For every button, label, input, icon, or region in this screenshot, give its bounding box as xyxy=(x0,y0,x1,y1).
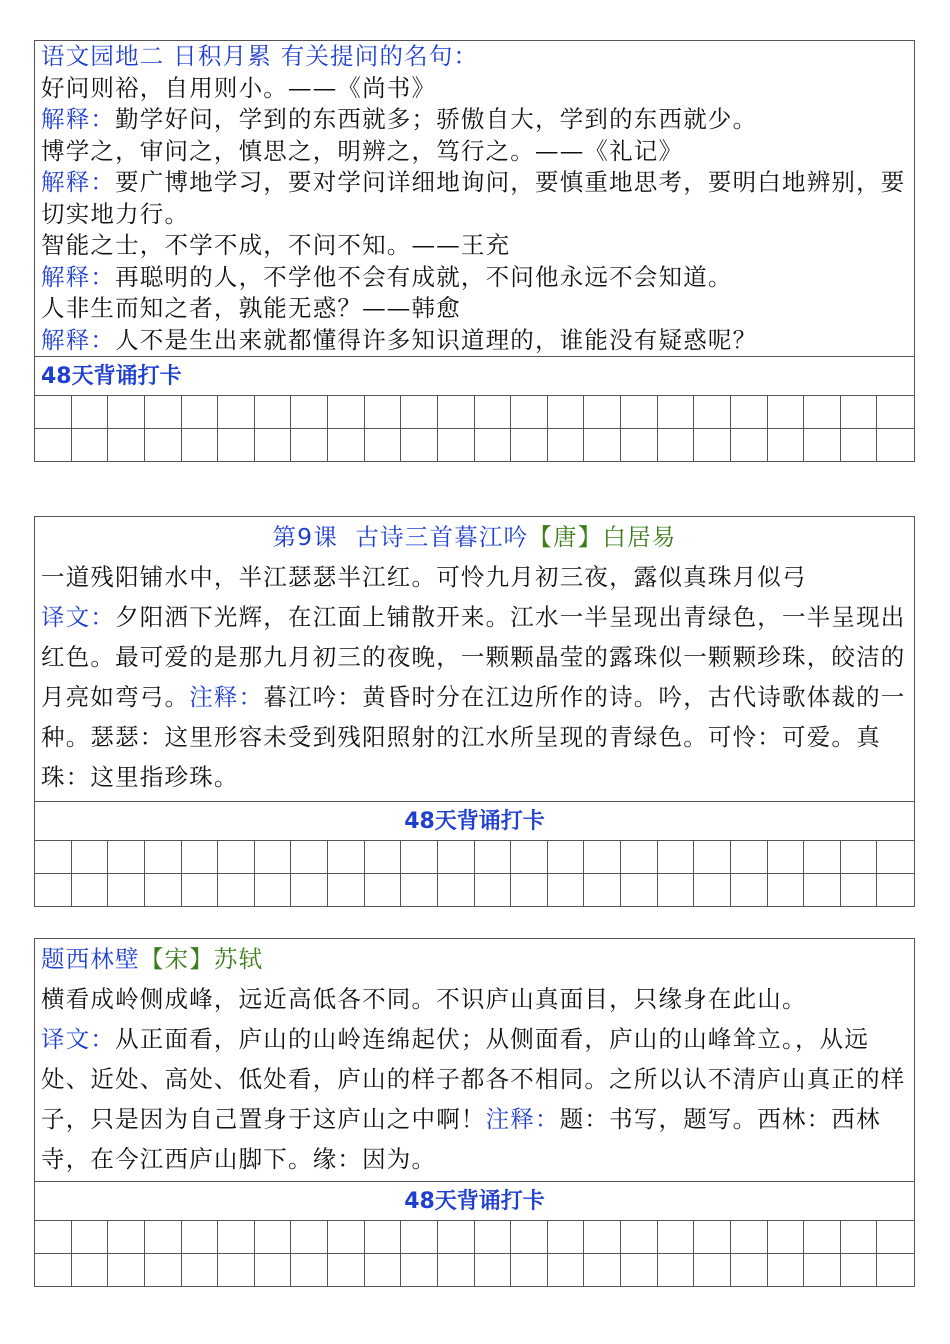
checkin-cell[interactable] xyxy=(621,873,658,906)
checkin-cell[interactable] xyxy=(218,840,255,873)
checkin-cell[interactable] xyxy=(584,1253,621,1286)
checkin-cell[interactable] xyxy=(255,395,292,428)
checkin-cell[interactable] xyxy=(438,428,475,461)
checkin-cell[interactable] xyxy=(475,1253,512,1286)
checkin-cell[interactable] xyxy=(694,840,731,873)
checkin-cell[interactable] xyxy=(694,873,731,906)
checkin-cell[interactable] xyxy=(72,428,109,461)
checkin-cell[interactable] xyxy=(145,395,182,428)
translation-label: 译文： xyxy=(41,1025,116,1053)
saying-1: 好问则裕，自用则小。——《尚书》 xyxy=(41,73,437,102)
checkin-cell[interactable] xyxy=(328,840,365,873)
checkin-cell[interactable] xyxy=(218,428,255,461)
checkin-cell[interactable] xyxy=(401,1220,438,1253)
checkin-cell[interactable] xyxy=(621,840,658,873)
checkin-cell[interactable] xyxy=(328,428,365,461)
checkin-cell[interactable] xyxy=(804,873,841,906)
checkin-grid[interactable] xyxy=(35,395,914,461)
checkin-cell[interactable] xyxy=(108,395,145,428)
checkin-cell[interactable] xyxy=(841,428,878,461)
poem-author: 【宋】苏轼 xyxy=(139,945,264,973)
checkin-cell[interactable] xyxy=(841,1253,878,1286)
checkin-cell[interactable] xyxy=(291,428,328,461)
poem-body: 横看成岭侧成峰，远近高低各不同。不识庐山真面目，只缘身在此山。 xyxy=(41,985,807,1013)
poem-title xyxy=(41,939,908,979)
checkin-cell[interactable] xyxy=(365,428,402,461)
checkin-cell[interactable] xyxy=(731,1253,768,1286)
checkin-cell[interactable] xyxy=(108,428,145,461)
lesson-number: 第9课 xyxy=(272,523,339,551)
checkin-cell[interactable] xyxy=(72,840,109,873)
checkin-cell[interactable] xyxy=(291,395,328,428)
checkin-cell[interactable] xyxy=(438,1253,475,1286)
checkin-cell[interactable] xyxy=(548,395,585,428)
poem-text xyxy=(35,517,914,801)
checkin-cell[interactable] xyxy=(877,395,914,428)
poem-translation: 译文：夕阳洒下光辉，在江面上铺散开来。江水一半呈现出青绿色，一半呈现出红色。最可爱的是那九月初三的夜晚，一颗颗晶莹的露珠似一颗颗珍珠，皎洁的月亮如弯弓。注释：暮江吟：黄昏时分在江边所作的诗。吟，古代诗歌体裁的一种。瑟瑟：这里形容未受到残阳照射的江水所呈现的青绿色。可怜：可爱。真珠：这里指珍珠。 xyxy=(41,603,906,791)
checkin-cell[interactable] xyxy=(584,873,621,906)
checkin-cell[interactable] xyxy=(108,1220,145,1253)
checkin-cell[interactable] xyxy=(768,840,805,873)
checkin-cell[interactable] xyxy=(475,428,512,461)
checkin-cell[interactable] xyxy=(511,1220,548,1253)
checkin-cell[interactable] xyxy=(804,1220,841,1253)
checkin-cell[interactable] xyxy=(511,428,548,461)
checkin-cell[interactable] xyxy=(401,1253,438,1286)
checkin-cell[interactable] xyxy=(694,428,731,461)
checkin-cell[interactable] xyxy=(694,1253,731,1286)
checkin-cell[interactable] xyxy=(475,873,512,906)
checkin-cell[interactable] xyxy=(804,395,841,428)
checkin-cell[interactable] xyxy=(841,1220,878,1253)
checkin-cell[interactable] xyxy=(438,395,475,428)
section-sayings xyxy=(34,40,915,462)
poem-body: 一道残阳铺水中，半江瑟瑟半江红。可怜九月初三夜，露似真珠月似弓 xyxy=(41,563,807,591)
checkin-cell[interactable] xyxy=(72,395,109,428)
explain-label: 解释： xyxy=(41,262,116,291)
checkin-cell[interactable] xyxy=(291,873,328,906)
poem-title xyxy=(41,517,908,557)
checkin-cell[interactable] xyxy=(768,873,805,906)
checkin-cell[interactable] xyxy=(145,840,182,873)
checkin-cell[interactable] xyxy=(475,840,512,873)
poem-text xyxy=(35,939,914,1181)
checkin-cell[interactable] xyxy=(621,1253,658,1286)
saying-3: 智能之士，不学不成，不问不知。——王充 xyxy=(41,231,511,259)
checkin-cell[interactable] xyxy=(731,840,768,873)
checkin-cell[interactable] xyxy=(584,840,621,873)
checkin-cell[interactable] xyxy=(218,1220,255,1253)
checkin-cell[interactable] xyxy=(731,428,768,461)
poem-name: 题西林壁 xyxy=(41,945,140,973)
checkin-title: 48天背诵打卡 xyxy=(35,356,914,395)
checkin-cell[interactable] xyxy=(438,873,475,906)
checkin-cell[interactable] xyxy=(72,873,109,906)
checkin-cell[interactable] xyxy=(401,395,438,428)
checkin-grid[interactable] xyxy=(35,840,914,906)
checkin-cell[interactable] xyxy=(255,1220,292,1253)
checkin-cell[interactable] xyxy=(218,1253,255,1286)
checkin-grid[interactable] xyxy=(35,1220,914,1286)
checkin-cell[interactable] xyxy=(328,873,365,906)
checkin-cell[interactable] xyxy=(108,1253,145,1286)
checkin-cell[interactable] xyxy=(584,395,621,428)
checkin-cell[interactable] xyxy=(72,1220,109,1253)
checkin-cell[interactable] xyxy=(255,840,292,873)
explain-2: 解释：要广博地学习，要对学问详细地询问，要慎重地思考，要明白地辨别，要切实地力行。 xyxy=(41,168,906,228)
checkin-cell[interactable] xyxy=(401,873,438,906)
checkin-cell[interactable] xyxy=(291,840,328,873)
checkin-cell[interactable] xyxy=(511,840,548,873)
checkin-cell[interactable] xyxy=(658,873,695,906)
checkin-cell[interactable] xyxy=(145,1253,182,1286)
checkin-cell[interactable] xyxy=(548,840,585,873)
checkin-cell[interactable] xyxy=(658,1220,695,1253)
checkin-title: 48天背诵打卡 xyxy=(35,1181,914,1220)
translation-label: 译文： xyxy=(41,603,116,631)
checkin-cell[interactable] xyxy=(877,840,914,873)
checkin-cell[interactable] xyxy=(841,395,878,428)
checkin-cell[interactable] xyxy=(328,1220,365,1253)
explain-label: 解释： xyxy=(41,325,116,354)
checkin-cell[interactable] xyxy=(401,840,438,873)
checkin-cell[interactable] xyxy=(438,840,475,873)
section-poem-tixilinbi xyxy=(34,938,915,1287)
checkin-cell[interactable] xyxy=(182,428,219,461)
poem-author: 【唐】白居易 xyxy=(528,523,677,551)
checkin-cell[interactable] xyxy=(658,395,695,428)
note-label: 注释： xyxy=(485,1105,560,1133)
checkin-cell[interactable] xyxy=(658,428,695,461)
checkin-cell[interactable] xyxy=(145,428,182,461)
note-label: 注释： xyxy=(189,683,264,711)
checkin-cell[interactable] xyxy=(291,1253,328,1286)
checkin-cell[interactable] xyxy=(108,873,145,906)
checkin-cell[interactable] xyxy=(35,1220,72,1253)
checkin-cell[interactable] xyxy=(475,395,512,428)
checkin-cell[interactable] xyxy=(145,1220,182,1253)
checkin-cell[interactable] xyxy=(621,428,658,461)
checkin-cell[interactable] xyxy=(804,840,841,873)
checkin-cell[interactable] xyxy=(731,395,768,428)
explain-label: 解释： xyxy=(41,168,116,196)
checkin-cell[interactable] xyxy=(804,1253,841,1286)
checkin-cell[interactable] xyxy=(145,873,182,906)
section-poem-mujiangyin xyxy=(34,516,915,907)
checkin-cell[interactable] xyxy=(182,840,219,873)
checkin-cell[interactable] xyxy=(658,840,695,873)
sayings-text xyxy=(35,41,914,356)
checkin-cell[interactable] xyxy=(584,1220,621,1253)
checkin-cell[interactable] xyxy=(72,1253,109,1286)
checkin-cell[interactable] xyxy=(548,428,585,461)
checkin-cell[interactable] xyxy=(218,873,255,906)
checkin-cell[interactable] xyxy=(841,840,878,873)
checkin-cell[interactable] xyxy=(182,1220,219,1253)
checkin-cell[interactable] xyxy=(731,873,768,906)
explain-1: 解释：勤学好问，学到的东西就多；骄傲自大，学到的东西就少。 xyxy=(41,105,758,133)
checkin-cell[interactable] xyxy=(841,873,878,906)
checkin-cell[interactable] xyxy=(182,395,219,428)
checkin-title: 48天背诵打卡 xyxy=(35,801,914,840)
checkin-cell[interactable] xyxy=(255,1253,292,1286)
checkin-cell[interactable] xyxy=(365,840,402,873)
checkin-cell[interactable] xyxy=(584,428,621,461)
checkin-cell[interactable] xyxy=(218,395,255,428)
checkin-cell[interactable] xyxy=(658,1253,695,1286)
checkin-cell[interactable] xyxy=(877,1253,914,1286)
checkin-cell[interactable] xyxy=(35,873,72,906)
checkin-cell[interactable] xyxy=(511,395,548,428)
checkin-cell[interactable] xyxy=(35,840,72,873)
explain-label: 解释： xyxy=(41,105,116,133)
checkin-cell[interactable] xyxy=(438,1220,475,1253)
checkin-cell[interactable] xyxy=(511,873,548,906)
checkin-cell[interactable] xyxy=(548,1253,585,1286)
checkin-cell[interactable] xyxy=(401,428,438,461)
checkin-cell[interactable] xyxy=(511,1253,548,1286)
checkin-cell[interactable] xyxy=(768,1253,805,1286)
checkin-cell[interactable] xyxy=(475,1220,512,1253)
checkin-cell[interactable] xyxy=(365,1220,402,1253)
checkin-cell[interactable] xyxy=(182,1253,219,1286)
checkin-cell[interactable] xyxy=(365,395,402,428)
poem-translation: 译文：从正面看，庐山的山岭连绵起伏；从侧面看，庐山的山峰耸立。，从远处、近处、高处、低处看，庐山的样子都各不相同。之所以认不清庐山真正的样子，只是因为自己置身于这庐山之中啊！注释：题：书写，题写。西林：西林寺，在今江西庐山脚下。缘：因为。 xyxy=(41,1025,906,1173)
checkin-cell[interactable] xyxy=(768,428,805,461)
checkin-cell[interactable] xyxy=(768,395,805,428)
checkin-cell[interactable] xyxy=(182,873,219,906)
checkin-cell[interactable] xyxy=(621,1220,658,1253)
checkin-cell[interactable] xyxy=(328,395,365,428)
checkin-cell[interactable] xyxy=(255,873,292,906)
saying-2: 博学之，审问之，慎思之，明辨之，笃行之。——《礼记》 xyxy=(41,136,684,165)
checkin-cell[interactable] xyxy=(35,395,72,428)
checkin-cell[interactable] xyxy=(365,873,402,906)
checkin-cell[interactable] xyxy=(621,395,658,428)
checkin-cell[interactable] xyxy=(694,1220,731,1253)
checkin-cell[interactable] xyxy=(365,1253,402,1286)
checkin-cell[interactable] xyxy=(328,1253,365,1286)
checkin-cell[interactable] xyxy=(877,1220,914,1253)
checkin-cell[interactable] xyxy=(548,873,585,906)
checkin-cell[interactable] xyxy=(35,428,72,461)
explain-3: 解释：再聪明的人，不学他不会有成就，不问他永远不会知道。 xyxy=(41,262,733,291)
checkin-cell[interactable] xyxy=(108,840,145,873)
checkin-cell[interactable] xyxy=(694,395,731,428)
checkin-cell[interactable] xyxy=(291,1220,328,1253)
checkin-cell[interactable] xyxy=(877,428,914,461)
saying-4: 人非生而知之者，孰能无惑？——韩愈 xyxy=(41,294,461,322)
poem-name: 古诗三首暮江吟 xyxy=(355,523,529,551)
checkin-cell[interactable] xyxy=(731,1220,768,1253)
checkin-cell[interactable] xyxy=(877,873,914,906)
checkin-cell[interactable] xyxy=(548,1220,585,1253)
checkin-cell[interactable] xyxy=(768,1220,805,1253)
section-title: 语文园地二 日积月累 有关提问的名句： xyxy=(41,42,479,70)
explain-4: 解释：人不是生出来就都懂得许多知识道理的，谁能没有疑惑呢？ xyxy=(41,325,758,354)
checkin-cell[interactable] xyxy=(804,428,841,461)
checkin-cell[interactable] xyxy=(255,428,292,461)
checkin-cell[interactable] xyxy=(35,1253,72,1286)
